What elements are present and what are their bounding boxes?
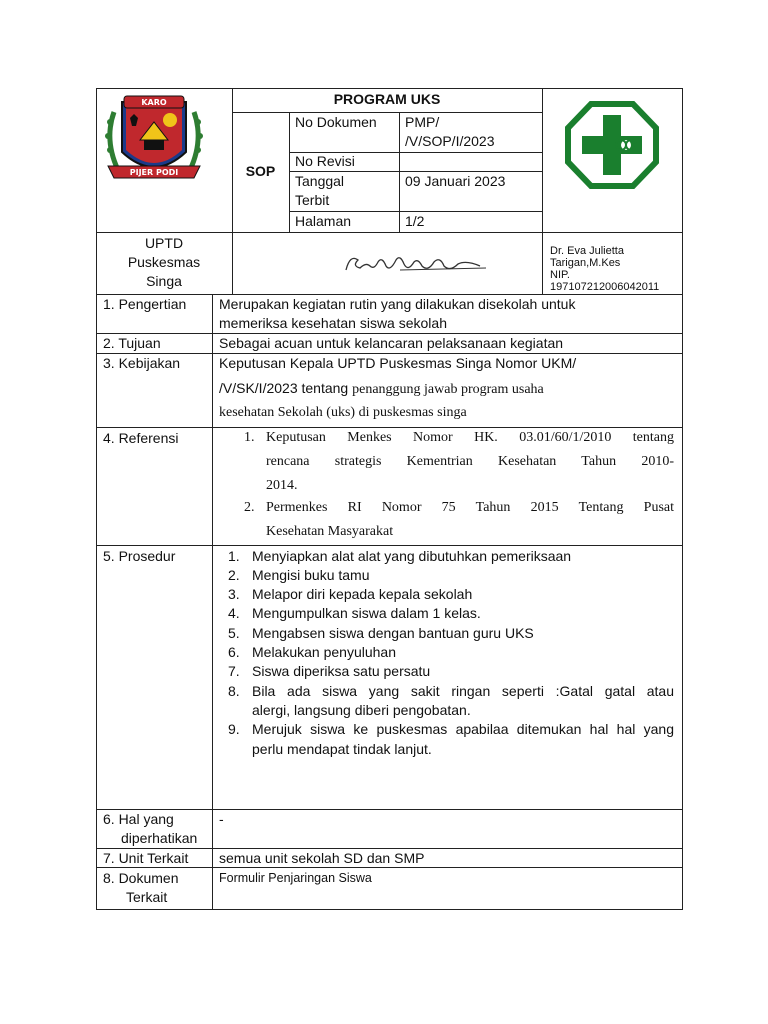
prosedur-item-9-line2: perlu mendapat tindak lanjut.	[252, 741, 432, 757]
prosedur-item-1: Menyiapkan alat alat yang dibutuhkan pemeriksaan	[252, 548, 572, 564]
hal-yang-label-1: 6. Hal yang	[103, 811, 174, 827]
no-dokumen-label: No Dokumen	[295, 114, 377, 130]
prosedur-item-8-line1: Bila ada siswa yang sakit ringan seperti :Gatal gatal atau	[252, 683, 674, 699]
dokumen-terkait-label-2: Terkait	[126, 889, 168, 905]
no-dokumen-value-2: /V/SOP/I/2023	[405, 133, 495, 149]
prosedur-label: 5. Prosedur	[103, 548, 176, 564]
signer-nip-value: 197107212006042011	[550, 281, 660, 293]
prosedur-item-6: Melakukan penyuluhan	[252, 644, 396, 660]
prosedur-num-4: 4.	[228, 605, 240, 621]
dokumen-terkait-label-1: 8. Dokumen	[103, 870, 179, 886]
kebijakan-text-3: kesehatan Sekolah (uks) di puskesmas singa	[219, 405, 467, 420]
hal-yang-text: -	[219, 811, 224, 827]
svg-text:PIJER PODI: PIJER PODI	[129, 168, 179, 177]
referensi-item-1-line3: 2014.	[266, 478, 298, 493]
handwritten-signature	[340, 248, 490, 278]
kebijakan-label: 3. Kebijakan	[103, 355, 181, 371]
unit-terkait-text: semua unit sekolah SD dan SMP	[219, 850, 425, 866]
prosedur-item-7: Siswa diperiksa satu persatu	[252, 663, 431, 679]
signer-nip-label: NIP.	[550, 269, 570, 281]
pengertian-text-1: Merupakan kegiatan rutin yang dilakukan disekolah untuk	[219, 296, 576, 312]
tanggal-label-1: Tanggal	[295, 173, 345, 189]
kebijakan-text-2a: /V/SK/I/2023 tentang	[219, 380, 353, 396]
prosedur-num-1: 1.	[228, 548, 240, 564]
referensi-num-1: 1.	[244, 430, 255, 445]
no-dokumen-value-1: PMP/	[405, 114, 440, 130]
pengertian-text-2: memeriksa kesehatan siswa sekolah	[219, 315, 447, 331]
prosedur-num-9: 9.	[228, 721, 240, 737]
org-line-3: Singa	[146, 273, 182, 289]
referensi-item-1-line1: Keputusan Menkes Nomor HK. 03.01/60/1/2010 tentang	[266, 430, 674, 445]
kebijakan-text-1: Keputusan Kepala UPTD Puskesmas Singa Nomor UKM/	[219, 355, 577, 371]
org-line-2: Puskesmas	[127, 254, 201, 270]
tanggal-value: 09 Januari 2023	[405, 173, 506, 189]
referensi-label: 4. Referensi	[103, 430, 179, 446]
prosedur-num-5: 5.	[228, 625, 240, 641]
tujuan-label: 2. Tujuan	[103, 335, 161, 351]
prosedur-item-9-line1: Merujuk siswa ke puskesmas apabilaa ditemukan hal hal yang	[252, 721, 674, 737]
kebijakan-text-2	[219, 379, 544, 399]
dokumen-terkait-text: Formulir Penjaringan Siswa	[219, 871, 372, 885]
prosedur-num-2: 2.	[228, 567, 240, 583]
prosedur-item-3: Melapor diri kepada kepala sekolah	[252, 586, 473, 602]
kebijakan-text-2b: penanggung jawab program usaha	[352, 382, 544, 397]
tujuan-text: Sebagai acuan untuk kelancaran pelaksanaan kegiatan	[219, 335, 564, 351]
hal-yang-label-2: diperhatikan	[121, 830, 198, 846]
prosedur-item-8-line2: alergi, langsung diberi pengobatan.	[252, 702, 471, 718]
prosedur-num-7: 7.	[228, 663, 240, 679]
referensi-item-2-line1: Permenkes RI Nomor 75 Tahun 2015 Tentang Pusat	[266, 500, 674, 515]
prosedur-item-4: Mengumpulkan siswa dalam 1 kelas.	[252, 605, 481, 621]
karo-regency-logo	[100, 92, 208, 188]
referensi-num-2: 2.	[244, 500, 255, 515]
halaman-label: Halaman	[295, 213, 352, 229]
prosedur-item-2: Mengisi buku tamu	[252, 567, 370, 583]
prosedur-num-6: 6.	[228, 644, 240, 660]
puskesmas-logo	[560, 98, 664, 192]
referensi-item-1-line2: rencana strategis Kementrian Kesehatan Tahun 2010-	[266, 454, 674, 469]
referensi-item-2-line2: Kesehatan Masyarakat	[266, 524, 394, 539]
signer-name-2: Tarigan,M.Kes	[550, 257, 621, 269]
halaman-value: 1/2	[405, 213, 425, 229]
signer-name-1: Dr. Eva Julietta	[550, 245, 624, 257]
sop-label: SOP	[245, 163, 276, 179]
no-revisi-label: No Revisi	[295, 153, 355, 169]
unit-terkait-label: 7. Unit Terkait	[103, 850, 189, 866]
org-line-1: UPTD	[144, 235, 184, 251]
tanggal-label-2: Terbit	[295, 192, 330, 208]
program-title: PROGRAM UKS	[333, 91, 441, 107]
svg-text:KARO: KARO	[141, 98, 167, 107]
prosedur-num-3: 3.	[228, 586, 240, 602]
pengertian-label: 1. Pengertian	[103, 296, 187, 312]
prosedur-num-8: 8.	[228, 683, 240, 699]
prosedur-item-5: Mengabsen siswa dengan bantuan guru UKS	[252, 625, 534, 641]
